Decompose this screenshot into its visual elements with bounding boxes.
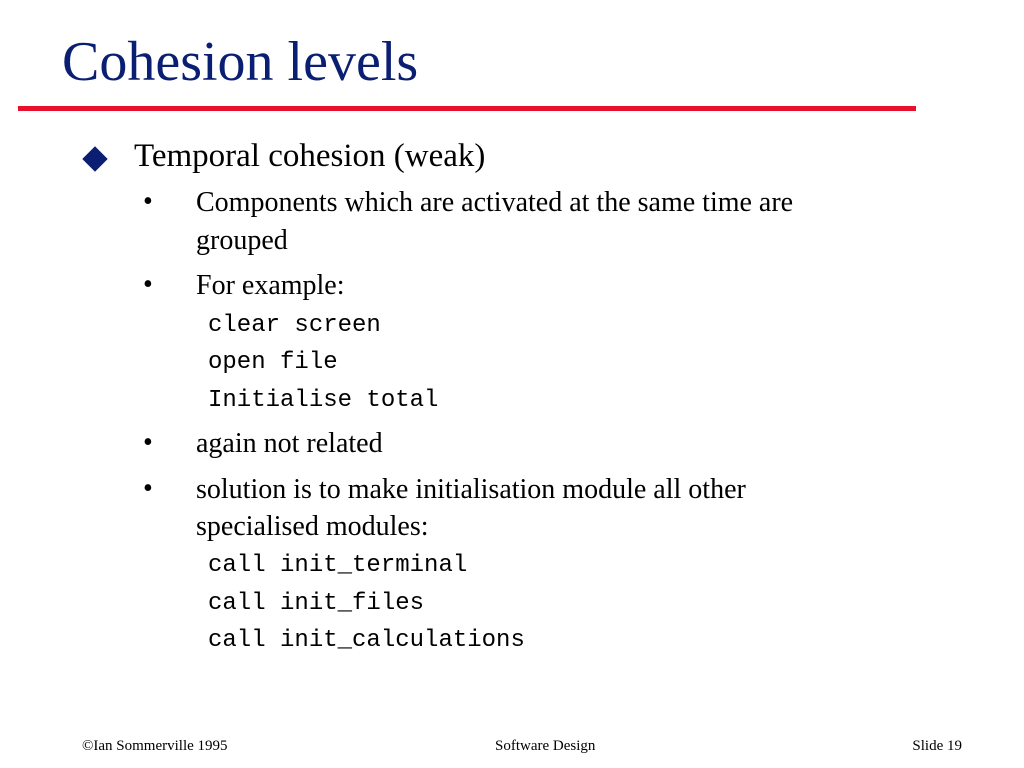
code-line: call init_terminal [208, 552, 468, 579]
code-line: call init_calculations [208, 627, 525, 654]
footer-copyright: ©Ian Sommerville 1995 [82, 738, 228, 754]
footer-slide-number: Slide 19 [912, 738, 962, 754]
diamond-bullet-icon [82, 146, 107, 171]
bullet-dot-icon: • [143, 427, 153, 458]
sub-bullet-text: again not related [196, 428, 383, 459]
sub-bullet-text: specialised modules: [196, 511, 429, 542]
footer-course: Software Design [495, 738, 596, 754]
main-bullet: Temporal cohesion (weak) [134, 138, 486, 174]
slide-title: Cohesion levels [62, 31, 419, 93]
title-underline [18, 106, 916, 111]
bullet-dot-icon: • [143, 186, 153, 217]
sub-bullet-text: solution is to make initialisation module all other [196, 474, 746, 505]
sub-bullet-text: For example: [196, 270, 345, 301]
code-line: Initialise total [208, 387, 439, 414]
bullet-dot-icon: • [143, 269, 153, 300]
sub-bullet-text: Components which are activated at the same time are [196, 187, 794, 218]
bullet-dot-icon: • [143, 473, 153, 504]
sub-bullet-text: grouped [196, 225, 288, 256]
code-line: open file [208, 349, 338, 376]
code-line: clear screen [208, 312, 381, 339]
code-line: call init_files [208, 590, 425, 617]
